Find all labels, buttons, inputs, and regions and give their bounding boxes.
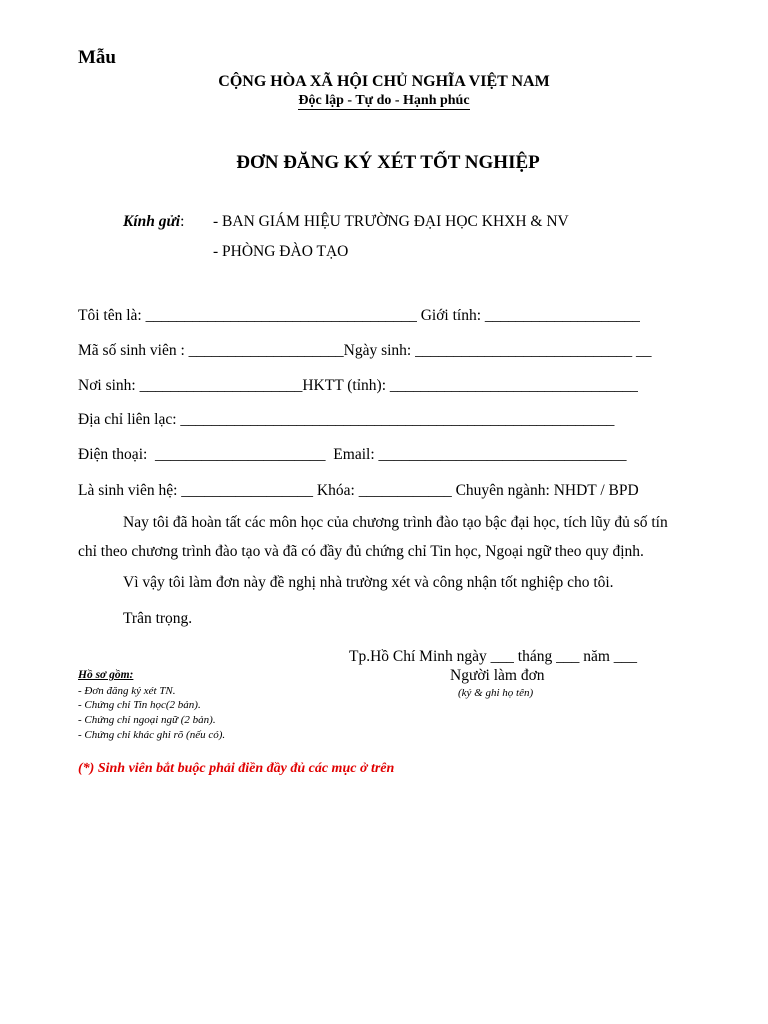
documents-title-text: Hồ sơ gồm bbox=[78, 669, 130, 681]
field-phone-email[interactable]: Điện thoại: ______________________ Email: ________________________________ bbox=[78, 446, 627, 463]
recipient-label-text: Kính gửi bbox=[123, 213, 181, 230]
recipient-colon: : bbox=[180, 213, 185, 230]
national-motto bbox=[0, 93, 768, 109]
documents-title-colon: : bbox=[129, 669, 134, 681]
field-student-id[interactable]: Mã số sinh viên : ____________________Ngày sinh: ____________________________ __ bbox=[78, 342, 652, 359]
body-paragraph-1: Nay tôi đã hoàn tất các môn học của chương trình đào tạo bậc đại học, tích lũy đủ số tín chỉ theo chương trình đào tạo và đã có đầy đủ chứng chỉ Tin học, Ngoại ngữ theo quy định. bbox=[78, 514, 668, 560]
recipient-line-1: - BAN GIÁM HIỆU TRƯỜNG ĐẠI HỌC KHXH & NV bbox=[213, 213, 569, 230]
signer-label: Người làm đơn bbox=[450, 667, 545, 684]
field-birthplace[interactable]: Nơi sinh: _____________________HKTT (tỉnh): ________________________________ bbox=[78, 377, 638, 394]
field-full-name[interactable]: Tôi tên là: ___________________________________ Giới tính: ____________________ bbox=[78, 307, 640, 324]
closing-text: Trân trọng. bbox=[123, 610, 193, 627]
field-program[interactable]: Là sinh viên hệ: _________________ Khóa: ____________ Chuyên ngành: NHDT / BPD bbox=[78, 482, 639, 499]
sample-label: Mẫu bbox=[78, 47, 116, 68]
document-item: - Chứng chỉ Tin học(2 bản). bbox=[78, 699, 201, 711]
motto-text: Độc lập - Tự do - Hạnh phúc bbox=[298, 93, 470, 108]
documents-title bbox=[78, 669, 133, 681]
recipient-label bbox=[123, 213, 184, 231]
field-address[interactable]: Địa chỉ liên lạc: ________________________________________________________ bbox=[78, 411, 615, 428]
national-title: CỘNG HÒA XÃ HỘI CHỦ NGHĨA VIỆT NAM bbox=[218, 73, 550, 90]
recipient-line-2: - PHÒNG ĐÀO TẠO bbox=[213, 243, 349, 260]
form-title: ĐƠN ĐĂNG KÝ XÉT TỐT NGHIỆP bbox=[236, 152, 540, 173]
document-item: - Chứng chỉ ngoại ngữ (2 bản). bbox=[78, 714, 216, 726]
warning-note: (*) Sinh viên bắt buộc phải điền đầy đủ các mục ở trên bbox=[78, 761, 395, 776]
document-item: - Đơn đăng ký xét TN. bbox=[78, 685, 176, 697]
body-paragraph-2: Vì vậy tôi làm đơn này đề nghị nhà trường xét và công nhận tốt nghiệp cho tôi. bbox=[123, 574, 614, 591]
signature-note: (ký & ghi họ tên) bbox=[458, 687, 534, 699]
place-date-line[interactable]: Tp.Hồ Chí Minh ngày ___ tháng ___ năm ___ bbox=[349, 648, 638, 665]
document-item: - Chứng chỉ khác ghi rõ (nếu có). bbox=[78, 729, 226, 741]
